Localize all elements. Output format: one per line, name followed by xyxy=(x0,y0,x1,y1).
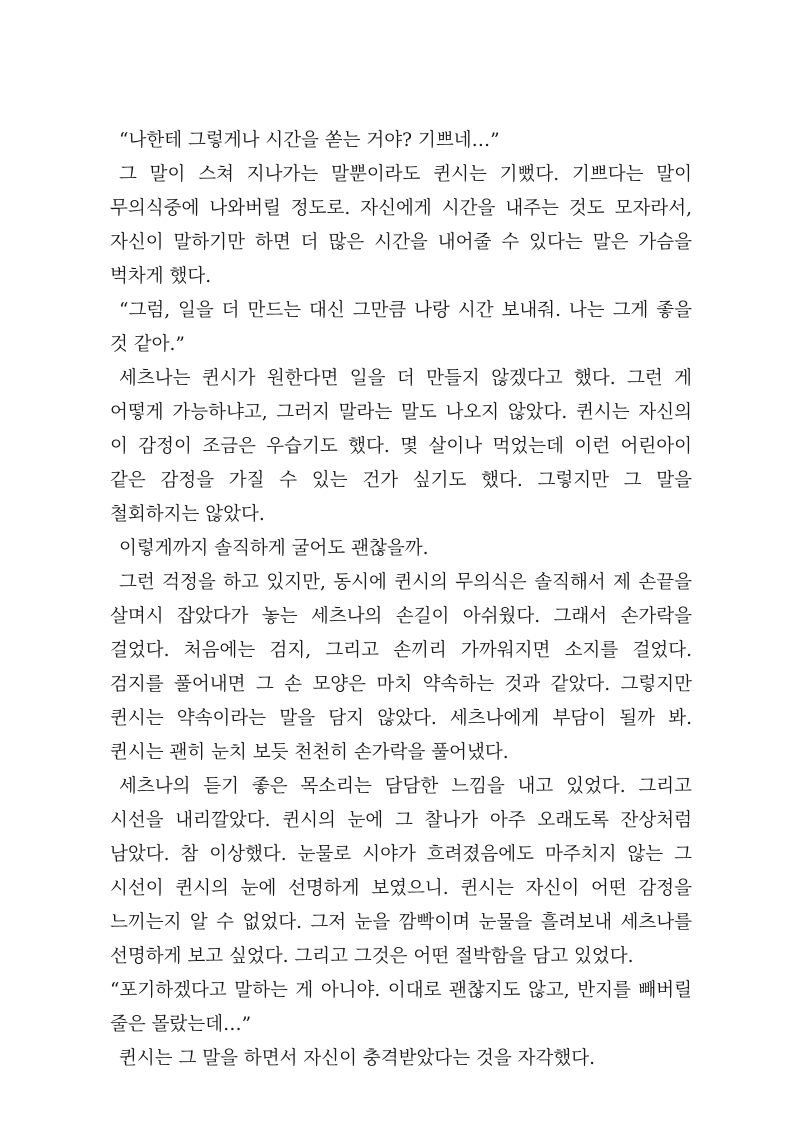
paragraph-8: “포기하겠다고 말하는 게 아니야. 이대로 괜찮지도 않고, 반지를 빼버릴 줄은 몰랐는데…” xyxy=(110,980,692,1035)
paragraph-1: “나한테 그렇게나 시간을 쏟는 거야? 기쁘네…” xyxy=(119,130,500,151)
paragraph-9: 퀸시는 그 말을 하면서 자신이 충격받았다는 것을 자각했다. xyxy=(119,1048,595,1069)
paragraph-4: 세츠나는 퀸시가 원한다면 일을 더 만들지 않겠다고 했다. 그런 게 어떻게 가능하냐고, 그러지 말라는 말도 나오지 않았다. 퀸시는 자신의 이 감정이 조금은 우습기도 했다. 몇 살이나 먹었는데 이런 어린아이 같은 감정을 가질 수 있는 건가 싶기도 했다. 그렇지만 그 말을 철회하지는 않았다. xyxy=(110,368,692,525)
paragraph-2: 그 말이 스쳐 지나가는 말뿐이라도 퀸시는 기뻤다. 기쁘다는 말이 무의식중에 나와버릴 정도로. 자신에게 시간을 내주는 것도 모자라서, 자신이 말하기만 하면 더 많은 시간을 내어줄 수 있다는 말은 가슴을 벅차게 했다. xyxy=(110,164,692,287)
body-text xyxy=(110,124,692,1076)
paragraph-6: 그런 걱정을 하고 있지만, 동시에 퀸시의 무의식은 솔직해서 제 손끝을 살며시 잡았다가 놓는 세츠나의 손길이 아쉬웠다. 그래서 손가락을 걸었다. 처음에는 검지, 그리고 손끼리 가까워지면 소지를 걸었다. 검지를 풀어내면 그 손 모양은 마치 약속하는 것과 같았다. 그렇지만 퀸시는 약속이라는 말을 담지 않았다. 세츠나에게 부담이 될까 봐. 퀸시는 괜히 눈치 보듯 천천히 손가락을 풀어냈다. xyxy=(110,572,692,763)
paragraph-3: “그럼, 일을 더 만드는 대신 그만큼 나랑 시간 보내줘. 나는 그게 좋을 것 같아.” xyxy=(110,300,692,355)
paragraph-5: 이렇게까지 솔직하게 굴어도 괜찮을까. xyxy=(119,538,429,559)
paragraph-7: 세츠나의 듣기 좋은 목소리는 담담한 느낌을 내고 있었다. 그리고 시선을 내리깔았다. 퀸시의 눈에 그 찰나가 아주 오래도록 잔상처럼 남았다. 참 이상했다. 눈물로 시야가 흐려졌음에도 마주치지 않는 그 시선이 퀸시의 눈에 선명하게 보였으니. 퀸시는 자신이 어떤 감정을 느끼는지 알 수 없었다. 그저 눈을 깜빡이며 눈물을 흘려보내 세츠나를 선명하게 보고 싶었다. 그리고 그것은 어떤 절박함을 담고 있었다. xyxy=(110,776,692,967)
